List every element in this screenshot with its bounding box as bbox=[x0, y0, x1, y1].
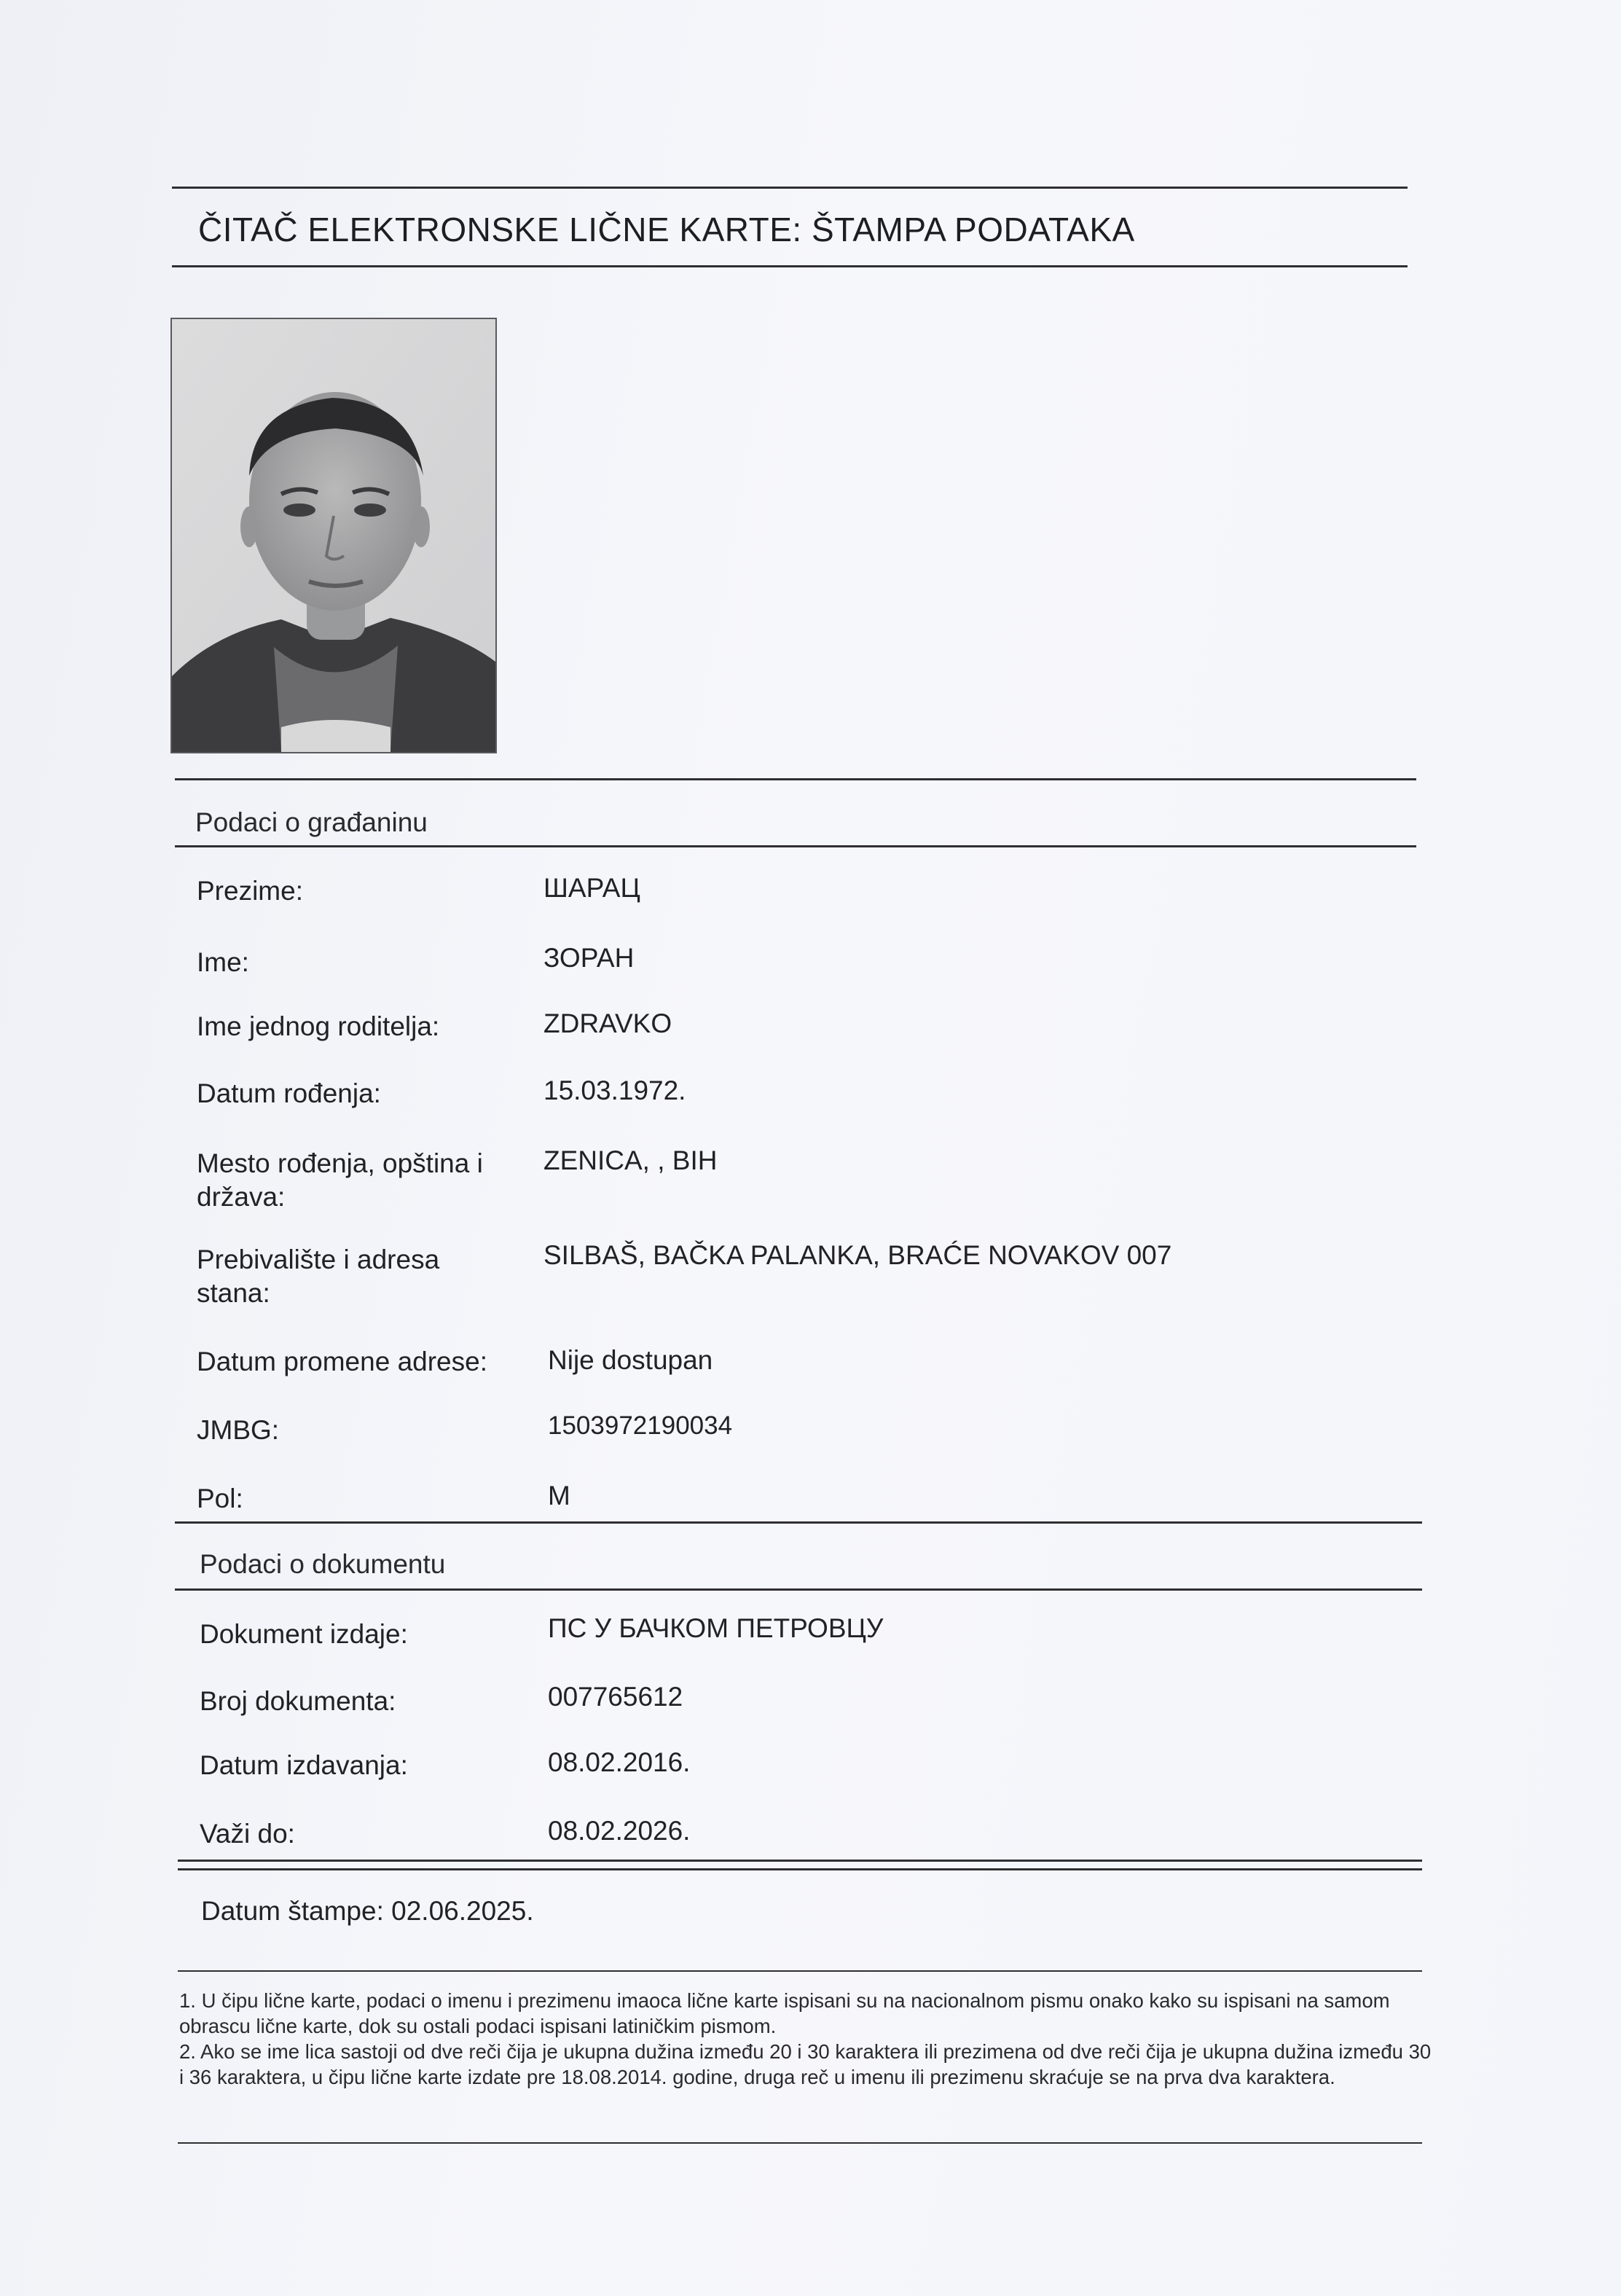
field-value-jmbg: 1503972190034 bbox=[548, 1411, 733, 1440]
footnote-2: 2. Ako se ime lica sastoji od dve reči čija je ukupna dužina između 20 i 30 karaktera ili prezimena od dve reči čija je ukupna dužina između 30 i 36 karaktera, u čipu lične karte izdate pre 18.08.2014. godine, druga reč u imenu ili prezimenu skraćuje se na prva dva karaktera. bbox=[179, 2040, 1432, 2088]
field-value-residence: SILBAŠ, BAČKA PALANKA, BRAĆE NOVAKOV 007 bbox=[543, 1240, 1172, 1270]
field-value-birth-date: 15.03.1972. bbox=[543, 1075, 686, 1105]
notes-top-rule bbox=[178, 1970, 1422, 1972]
field-value-surname: ШАРАЦ bbox=[543, 873, 640, 903]
field-label-parent-name: Ime jednog roditelja: bbox=[197, 1011, 440, 1041]
portrait-photo bbox=[170, 318, 497, 753]
title-bottom-rule bbox=[172, 265, 1408, 267]
field-label-surname: Prezime: bbox=[197, 876, 303, 906]
field-label-issuer: Dokument izdaje: bbox=[200, 1619, 408, 1649]
citizen-section-top-rule bbox=[175, 778, 1416, 780]
portrait-photo-image bbox=[172, 319, 495, 752]
footnote-1: 1. U čipu lične karte, podaci o imenu i prezimenu imaoca lične karte ispisani su na nacionalnom pismu onako kako su ispisani na samom obrascu lične karte, dok su ostali podaci ispisani latiničkim pismom. bbox=[179, 1989, 1390, 2037]
field-label-address-change-date: Datum promene adrese: bbox=[197, 1347, 487, 1376]
field-value-first-name: ЗОРАН bbox=[543, 943, 635, 973]
field-value-sex: M bbox=[548, 1481, 570, 1511]
document-section-bottom-rule bbox=[175, 1588, 1422, 1591]
document-section-top-rule bbox=[175, 1521, 1422, 1524]
field-label-document-number: Broj dokumenta: bbox=[200, 1686, 396, 1716]
print-date-double-rule-bottom bbox=[178, 1868, 1422, 1870]
field-label-birth-place: Mesto rođenja, opština i država: bbox=[197, 1148, 483, 1212]
field-label-valid-until: Važi do: bbox=[200, 1819, 295, 1849]
field-label-issue-date: Datum izdavanja: bbox=[200, 1750, 408, 1780]
notes-bottom-rule bbox=[178, 2142, 1422, 2144]
citizen-section-heading: Podaci o građaninu bbox=[195, 807, 428, 837]
field-value-parent-name: ZDRAVKO bbox=[543, 1008, 672, 1038]
print-date: Datum štampe: 02.06.2025. bbox=[201, 1896, 534, 1926]
document-section-heading: Podaci o dokumentu bbox=[200, 1549, 446, 1579]
title-top-rule bbox=[172, 187, 1408, 189]
field-value-issuer: ПС У БАЧКОМ ПЕТРОВЦУ bbox=[548, 1613, 884, 1643]
field-value-birth-place: ZENICA, , BIH bbox=[543, 1145, 718, 1175]
field-value-valid-until: 08.02.2026. bbox=[548, 1816, 691, 1846]
field-label-birth-date: Datum rođenja: bbox=[197, 1078, 381, 1108]
field-value-issue-date: 08.02.2016. bbox=[548, 1747, 691, 1777]
footnotes bbox=[179, 1988, 1432, 2090]
field-label-first-name: Ime: bbox=[197, 947, 249, 977]
field-label-jmbg: JMBG: bbox=[197, 1415, 280, 1445]
page-title: ČITAČ ELEKTRONSKE LIČNE KARTE: ŠTAMPA PODATAKA bbox=[198, 211, 1135, 248]
field-value-document-number: 007765612 bbox=[548, 1682, 683, 1712]
print-date-double-rule-top bbox=[178, 1860, 1422, 1862]
field-label-residence: Prebivalište i adresa stana: bbox=[197, 1245, 440, 1308]
field-value-address-change-date: Nije dostupan bbox=[548, 1345, 713, 1375]
citizen-section-bottom-rule bbox=[175, 845, 1416, 847]
field-label-sex: Pol: bbox=[197, 1484, 243, 1513]
